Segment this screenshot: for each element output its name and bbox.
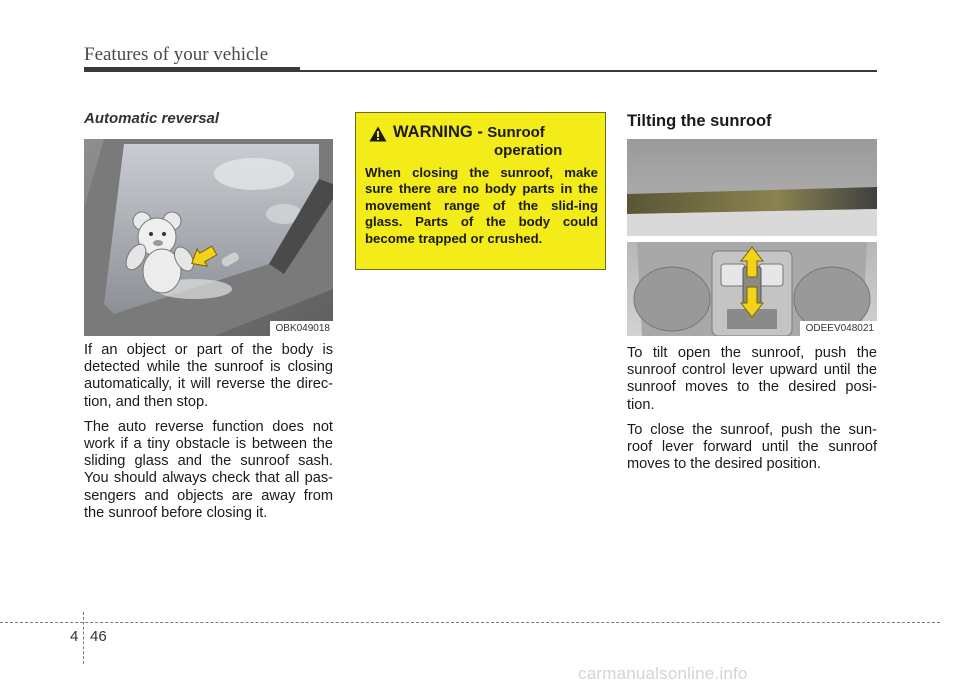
warning-body: When closing the sunroof, make sure there are no body parts in the movement range of the slid-ing glass. Parts of the body could become trapped or crushed. [365,165,598,246]
sunroof-control-lever-illustration [627,139,877,336]
warning-title-line1: Sunroof [487,124,545,141]
watermark: carmanualsonline.info [578,664,748,683]
page-number: 46 [90,628,107,645]
overhead-console-graphic [627,139,877,336]
warning-word: WARNING - [393,123,483,141]
chapter-number: 4 [70,628,79,645]
warning-triangle-icon [369,126,387,142]
paragraph: If an object or part of the body is detected while the sunroof is closing automatically, it will reverse the direc-tion, and then stop. [84,342,333,410]
sunroof-teddy-bear-illustration [84,139,333,336]
paragraph: The auto reverse function does not work if a tiny obstacle is between the sliding glass and the sunroof sash. You should always check that all pas-sengers and objects are away from the sunroof before closing it. [84,418,333,521]
footer-divider [83,612,84,664]
paragraph: To close the sunroof, push the sun-roof lever forward until the sunroof moves to the desired position. [627,421,877,473]
tilting-sunroof-text [627,345,877,481]
warning-title-line2: operation [494,142,563,159]
header-rule [84,70,877,72]
figure-code-right: ODEEV048021 [800,321,877,336]
figure-code-left: OBK049018 [270,321,334,336]
footer-rule [0,622,940,623]
warning-heading [393,123,593,160]
warning-box [355,112,606,270]
paragraph: To tilt open the sunroof, push the sunroof control lever upward until the sunroof moves to the desired posi-tion. [627,345,877,413]
sunroof-photo-graphic [84,139,333,336]
running-header: Features of your vehicle [84,44,269,65]
automatic-reversal-text [84,342,333,530]
automatic-reversal-heading: Automatic reversal [84,110,220,127]
tilting-sunroof-heading: Tilting the sunroof [627,112,772,130]
